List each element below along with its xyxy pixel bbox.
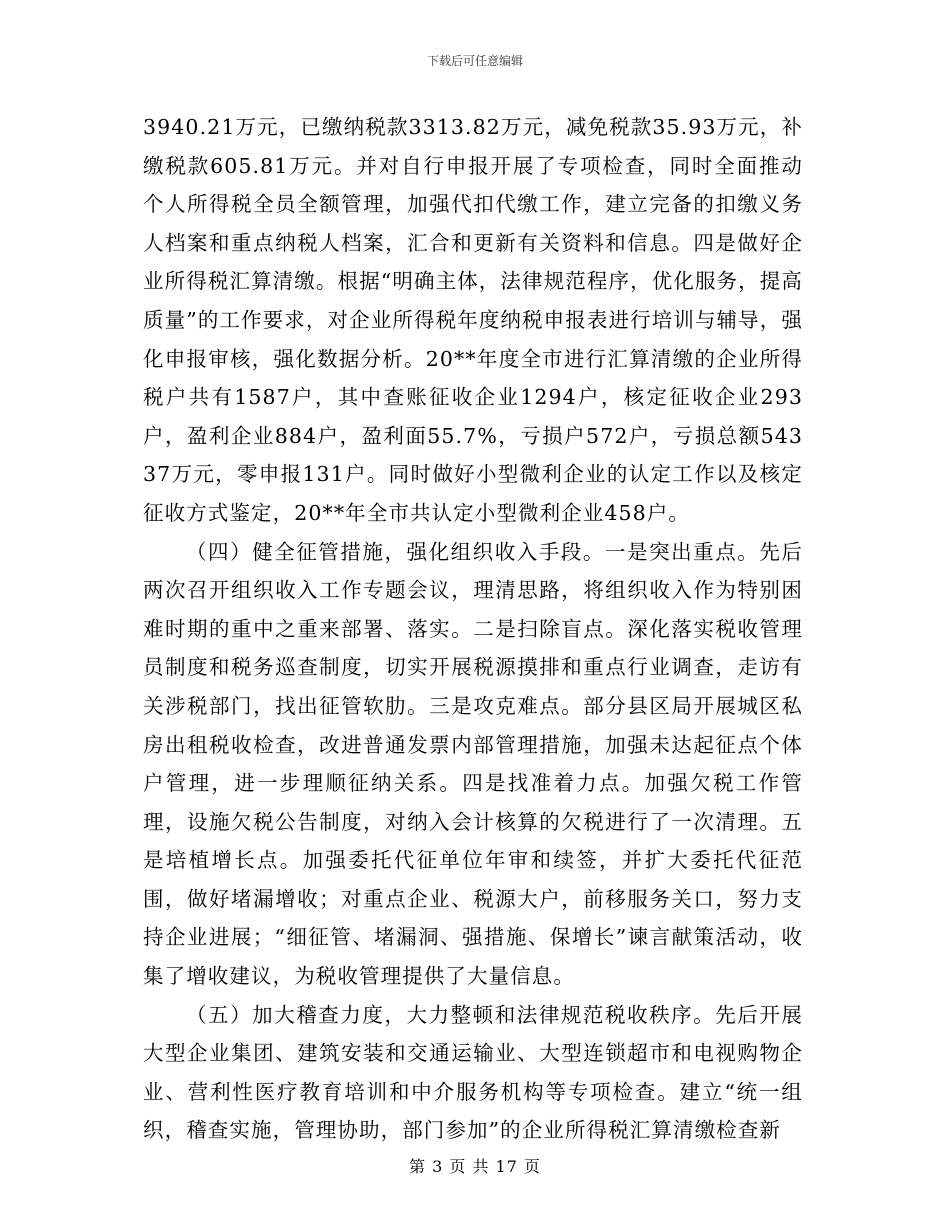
paragraph-collection-measures: （四）健全征管措施，强化组织收入手段。一是突出重点。先后两次召开组织收入工作专题会议，理清思路，将组织收入作为特别困难时期的重中之重来部署、落实。二是扫除盲点。深化落实税收管理员制度和税务巡查制度，切实开展税源摸排和重点行业调查，走访有关涉税部门，找出征管软肋。三是攻克难点。部分县区局开展城区私房出租税收检查，改进普通发票内部管理措施，加强未达起征点个体户管理，进一步理顺征纳关系。四是找准着力点。加强欠税工作管理，设施欠税公告制度，对纳入会计核算的欠税进行了一次清理。五是培植增长点。加强委托代征单位年审和续签，并扩大委托代征范围，做好堵漏增收；对重点企业、税源大户，前移服务关口，努力支持企业进展；“细征管、堵漏洞、强措施、保增长”谏言献策活动，收集了增收建议，为税收管理提供了大量信息。 [143,539,803,989]
page-header-note: 下载后可任意编辑 [426,54,523,68]
paragraph-inspection: （五）加大稽查力度，大力整顿和法律规范税收秩序。先后开展大型企业集团、建筑安装和交通运输业、大型连锁超市和电视购物企业、营利性医疗教育培训和中介服务机构等专项检查。建立“统一组织，稽查实施，管理协助，部门参加”的企业所得税汇算清缴检查新 [143,1002,803,1143]
document-body [143,108,803,1150]
page-number-footer: 第 3 页 共 17 页 [409,1157,541,1176]
paragraph-tax-declaration: 3940.21万元，已缴纳税款3313.82万元，减免税款35.93万元，补缴税款605.81万元。并对自行申报开展了专项检查，同时全面推动个人所得税全员全额管理，加强代扣代缴工作，建立完备的扣缴义务人档案和重点纳税人档案，汇合和更新有关资料和信息。四是做好企业所得税汇算清缴。根据“明确主体，法律规范程序，优化服务，提高质量”的工作要求，对企业所得税年度纳税申报表进行培训与辅导，强化申报审核，强化数据分析。20**年度全市进行汇算清缴的企业所得税户共有1587户，其中查账征收企业1294户，核定征收企业293户，盈利企业884户，盈利面55.7%，亏损户572户，亏损总额54337万元，零申报131户。同时做好小型微利企业的认定工作以及核定征收方式鉴定，20**年全市共认定小型微利企业458户。 [143,115,803,525]
